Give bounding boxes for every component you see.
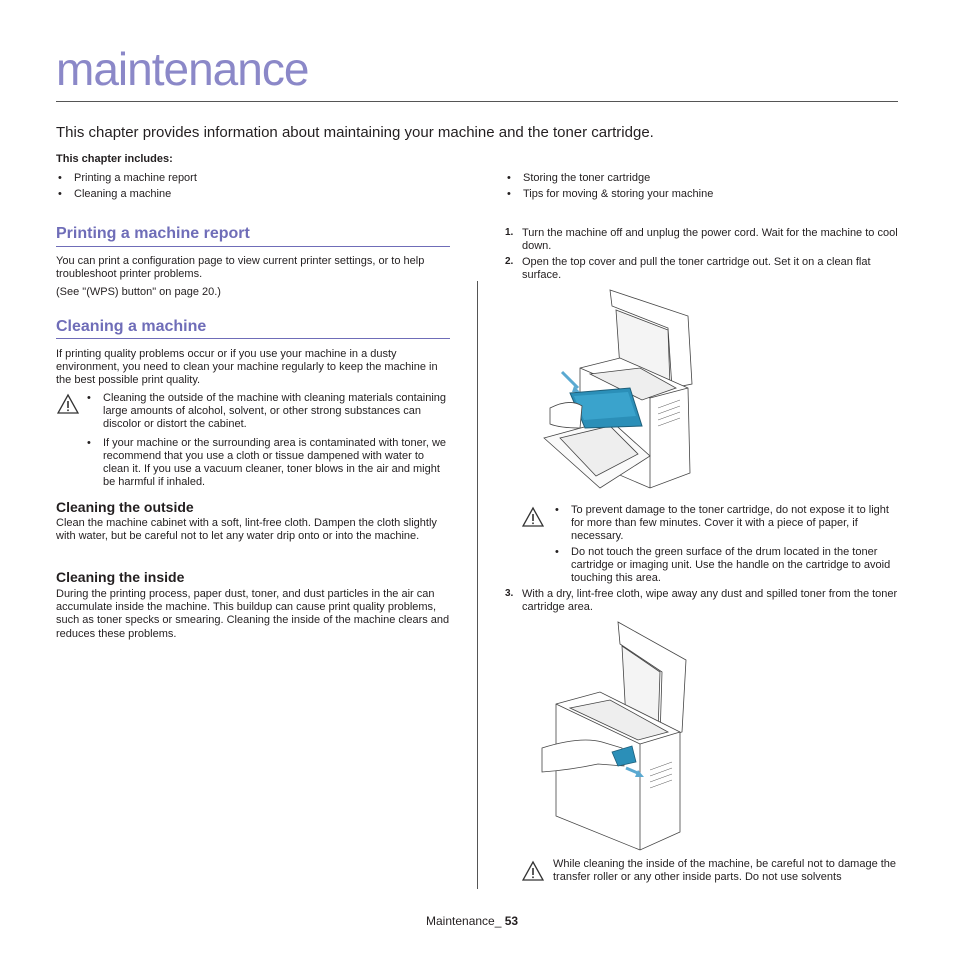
includes-list-right [505, 172, 885, 204]
list-item: • To prevent damage to the toner cartridge, do not expose it to light for more than few minutes. Cover it with a piece of paper, if necessary. [553, 504, 898, 544]
toner-removal-illustration [540, 288, 700, 498]
inside-heading: Cleaning the inside [56, 569, 185, 585]
step-text: Turn the machine off and unplug the power cord. Wait for the machine to cool down. [522, 227, 898, 253]
page-footer [426, 914, 518, 928]
step-number: 2. [505, 256, 514, 267]
warning-icon [57, 393, 79, 415]
list-item: • If your machine or the surrounding area is contaminated with toner, we recommend that you use a cloth or tissue dampened with water to clean it. If you use a vacuum cleaner, toner blows in the air and might be harmful if inhaled. [85, 437, 447, 490]
step-2 [505, 256, 898, 282]
step-text: Open the top cover and pull the toner cartridge out. Set it on a clean flat surface. [522, 256, 871, 282]
cleaning-body: If printing quality problems occur or if you use your machine in a dusty environment, you need to clean your machine regularly to keep the machine in the best possible print quality. [56, 348, 438, 387]
toner-caution-list [553, 504, 898, 588]
cleaning-caution-list [85, 392, 447, 492]
column-divider [477, 281, 478, 889]
inside-body: During the printing process, paper dust, toner, and dust particles in the air can accumulate inside the machine. This buildup can cause print quality problems, such as toner specks or smearing. Cleaning the inside of the machine clears and reduces these problems. [56, 588, 450, 640]
section-rule [56, 338, 450, 339]
step-3 [505, 588, 898, 614]
step-text: With a dry, lint-free cloth, wipe away any dust and spilled toner from the toner cartridge area. [522, 588, 898, 614]
list-item: • Printing a machine report [56, 172, 436, 185]
final-caution-text: While cleaning the inside of the machine, be careful not to damage the transfer roller or any other inside parts. Do not use solvents [553, 858, 897, 884]
includes-list-left [56, 172, 436, 204]
warning-icon [522, 860, 544, 882]
list-item: • Tips for moving & storing your machine [505, 188, 885, 201]
includes-label: This chapter includes: [56, 153, 173, 165]
printing-see-ref: (See "(WPS) button" on page 20.) [56, 286, 221, 298]
step-1 [505, 227, 898, 253]
outside-body: Clean the machine cabinet with a soft, lint-free cloth. Dampen the cloth slightly with water, but be careful not to let any water drip onto or into the machine. [56, 517, 437, 543]
wiping-illustration [540, 620, 690, 852]
list-item: • Do not touch the green surface of the drum located in the toner cartridge or imaging unit. Use the handle on the cartridge to avoid touching this area. [553, 546, 898, 586]
printing-heading: Printing a machine report [56, 225, 250, 242]
printing-body: You can print a configuration page to view current printer settings, or to help troubleshoot printer problems. [56, 255, 425, 281]
chapter-title: maintenance [56, 43, 309, 95]
warning-icon [522, 506, 544, 528]
cleaning-heading: Cleaning a machine [56, 318, 207, 335]
footer-label: Maintenance_ [426, 914, 502, 928]
step-number: 3. [505, 588, 514, 599]
section-rule [56, 246, 450, 247]
list-item: • Storing the toner cartridge [505, 172, 885, 185]
intro-text: This chapter provides information about maintaining your machine and the toner cartridge. [56, 124, 654, 141]
list-item: • Cleaning a machine [56, 188, 436, 201]
page-number: 53 [504, 914, 519, 928]
outside-heading: Cleaning the outside [56, 499, 194, 515]
step-number: 1. [505, 227, 514, 238]
list-item: • Cleaning the outside of the machine with cleaning materials containing large amounts of alcohol, solvent, or other strong substances can discolor or distort the cabinet. [85, 392, 447, 432]
title-rule [56, 101, 898, 102]
